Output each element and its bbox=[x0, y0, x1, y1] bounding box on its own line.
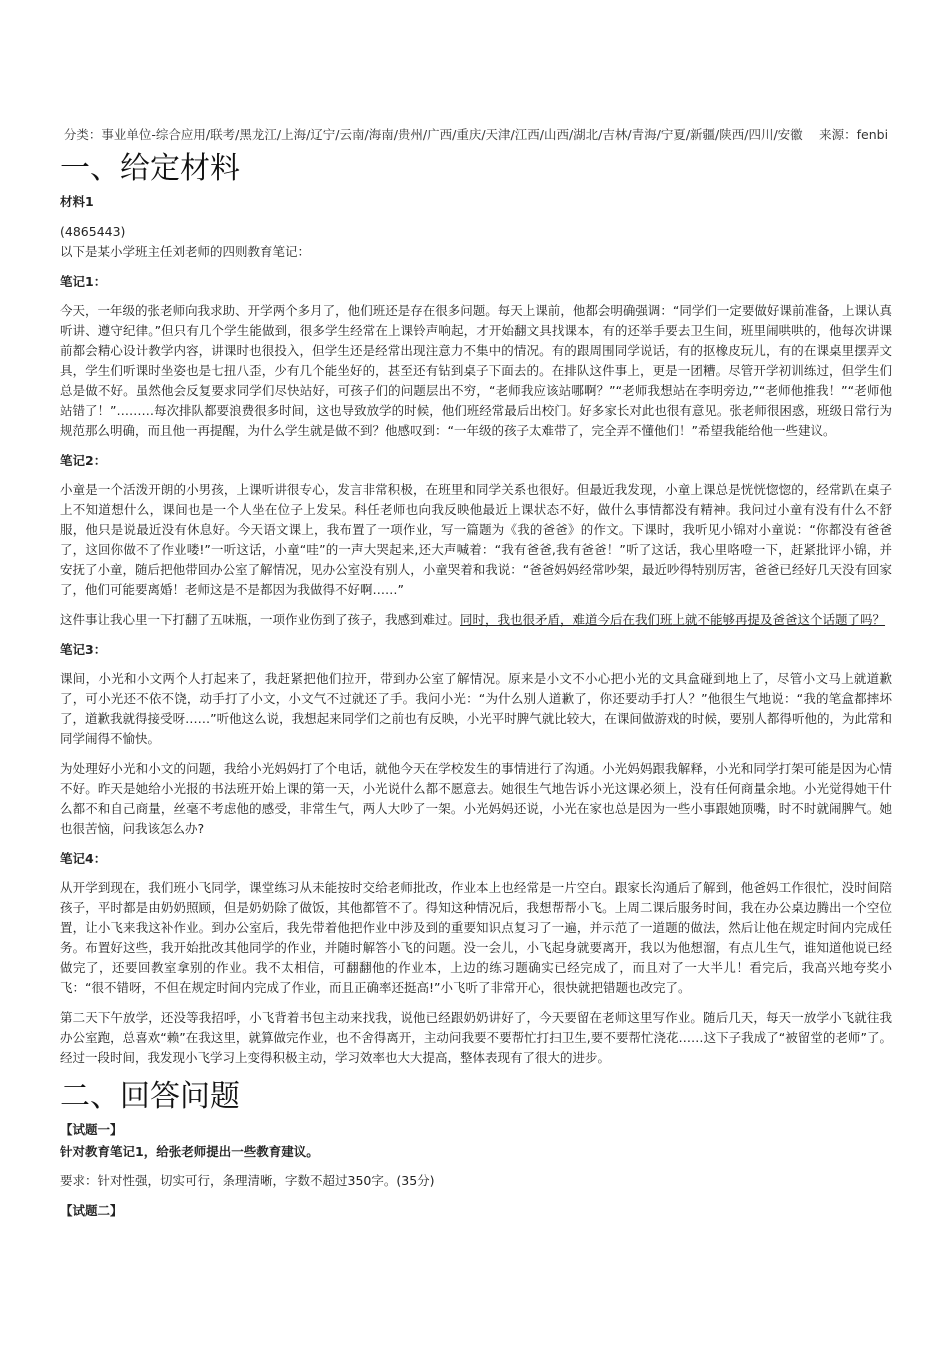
material-id: (4865443) bbox=[60, 224, 126, 239]
question2-label: 【试题二】 bbox=[60, 1203, 123, 1218]
note2-paragraph-1: 小童是一个活泼开朗的小男孩，上课听讲很专心，发言非常积极，在班里和同学关系也很好。但最近我发现，小童上课总是恍恍惚惚的，经常趴在桌子上不知道想什么，课间也是一个人坐在位子上发呆。科任老师也向我反映他最近上课状态不好，做什么事情都没有精神。我问过小童有没有什么不舒服，他只是说最近没有休息好。今天语文课上，我布置了一项作业，写一篇题为《我的爸爸》的作文。下课时，我听见小锦对小童说：“你都没有爸爸了，这回你做不了作业喽!”一听这话，小童“哇”的一声大哭起来,还大声喊着：“我有爸爸,我有爸爸！”听了这话，我心里咯噔一下，赶紧批评小锦，并安抚了小童，随后把他带回办公室了解情况，见办公室没有别人，小童哭着和我说：“爸爸妈妈经常吵架，最近吵得特别厉害，爸爸已经好几天没有回家了，他们可能要离婚！老师这是不是都因为我做得不好啊……” bbox=[60, 482, 892, 597]
section-heading-materials: 一、给定材料 bbox=[60, 151, 240, 186]
question1-label: 【试题一】 bbox=[60, 1122, 123, 1137]
note4-paragraph-2: 第二天下午放学，还没等我招呼，小飞背着书包主动来找我，说他已经跟奶奶讲好了，今天要留在老师这里写作业。随后几天，每天一放学小飞就往我办公室跑，总喜欢“赖”在我这里，就算做完作业，也不舍得离开，主动问我要不要帮忙打扫卫生,要不要帮忙浇花……这下子我成了“被留堂的老师”了。经过一段时间，我发现小飞学习上变得积极主动，学习效率也大大提高，整体表现有了很大的进步。 bbox=[60, 1010, 892, 1065]
note2-plain-text: 这件事让我心里一下打翻了五味瓶，一项作业伤到了孩子，我感到难过。 bbox=[60, 612, 461, 627]
material-title: 材料1 bbox=[60, 194, 94, 209]
note3-paragraph-2: 为处理好小光和小文的问题，我给小光妈妈打了个电话，就他今天在学校发生的事情进行了沟通。小光妈妈跟我解释，小光和同学打架可能是因为心情不好。昨天是她给小光报的书法班开始上课的第一天，小光说什么都不愿意去。她很生气地告诉小光这课必须上，没有任何商量余地。小光觉得她干什么都不和自己商量，丝毫不考虑他的感受，非常生气，两人大吵了一架。小光妈妈还说，小光在家也总是因为一些小事跟她顶嘴，时不时就闹脾气。她也很苦恼，问我该怎么办? bbox=[60, 761, 892, 836]
note2-title: 笔记2： bbox=[60, 453, 107, 468]
material-intro: 以下是某小学班主任刘老师的四则教育笔记： bbox=[60, 244, 311, 259]
question1-requirements: 要求：针对性强，切实可行，条理清晰，字数不超过350字。(35分) bbox=[60, 1173, 435, 1188]
note2-underlined-text: 同时，我也很矛盾，难道今后在我们班上就不能够再提及爸爸这个话题了吗？ bbox=[460, 612, 886, 627]
note1-paragraph: 今天，一年级的张老师向我求助、开学两个多月了，他们班还是存在很多问题。每天上课前，他都会明确强调：“同学们一定要做好课前准备，上课认真听讲、遵守纪律。”但只有几个学生能做到，很多学生经常在上课铃声响起，才开始翻文具找课本，有的还举手要去卫生间，班里闹哄哄的，他每次讲课前都会精心设计教学内容，讲课时也很投入，但学生还是经常出现注意力不集中的情况。有的跟周围同学说话，有的抠橡皮玩儿，有的在课桌里摆弄文具，学生们听课时坐姿也是七扭八歪，少有几个能坐好的，甚至还有钻到桌子下面去的。在排队这件事上，更是一团糟。尽管开学初训练过，但学生们总是做不好。虽然他会反复要求同学们尽快站好，可孩子们的问题层出不穷，“老师我应该站哪啊？”“老师我想站在李明旁边,”“老师他推我！”“老师他站错了！”………每次排队都要浪费很多时间，这也导致放学的时候，他们班经常最后出校门。好多家长对此也很有意见。张老师很困惑，班级日常行为规范那么明确，而且他一再提醒，为什么学生就是做不到？他感叹到：“一年级的孩子太难带了，完全弄不懂他们！”希望我能给他一些建议。 bbox=[60, 303, 892, 438]
document-page bbox=[60, 126, 892, 1230]
note3-paragraph-1: 课间，小光和小文两个人打起来了，我赶紧把他们拉开，带到办公室了解情况。原来是小文不小心把小光的文具盒碰到地上了，尽管小文马上就道歉了，可小光还不依不饶，动手打了小文，小文气不过就还了手。我问小光：“为什么别人道歉了，你还要动手打人？”他很生气地说：“我的笔盒都摔坏了，道歉我就得接受呀……”听他这么说，我想起来同学们之前也有反映，小光平时脾气就比较大，在课间做游戏的时候，要别人都得听他的，为此常和同学闹得不愉快。 bbox=[60, 671, 892, 746]
note1-title: 笔记1： bbox=[60, 274, 107, 289]
note3-title: 笔记3： bbox=[60, 642, 107, 657]
note4-title: 笔记4： bbox=[60, 851, 107, 866]
question1-text: 针对教育笔记1，给张老师提出一些教育建议。 bbox=[60, 1144, 319, 1159]
note4-paragraph-1: 从开学到现在，我们班小飞同学，课堂练习从未能按时交给老师批改，作业本上也经常是一片空白。跟家长沟通后了解到，他爸妈工作很忙，没时间陪孩子，平时都是由奶奶照顾，但是奶奶除了做饭，其他都管不了。得知这种情况后，我想帮帮小飞。上周二课后服务时间，我在办公桌边腾出一个空位置，让小飞来我这补作业。到办公室后，我先带着他把作业中涉及到的重要知识点复习了一遍，并示范了一道题的做法，然后让他在规定时间内完成任务。布置好这些，我开始批改其他同学的作业，并随时解答小飞的问题。没一会儿，小飞起身就要离开，我以为他想溜，有点儿生气，谁知道他说已经做完了，还要回教室拿别的作业。我不太相信，可翻翻他的作业本，上边的练习题确实已经完成了，而且对了一大半儿！看完后，我高兴地夸奖小飞：“很不错呀，不但在规定时间内完成了作业，而且正确率还挺高!”小飞听了非常开心，很快就把错题也改完了。 bbox=[60, 880, 892, 995]
section-heading-questions: 二、回答问题 bbox=[60, 1079, 240, 1114]
category-source-line: 分类：事业单位-综合应用/联考/黑龙江/上海/辽宁/云南/海南/贵州/广西/重庆/天津/江西/山西/湖北/吉林/青海/宁夏/新疆/陕西/四川/安徽 来源：fenbi bbox=[63, 127, 889, 142]
note2-paragraph-2 bbox=[60, 610, 892, 630]
